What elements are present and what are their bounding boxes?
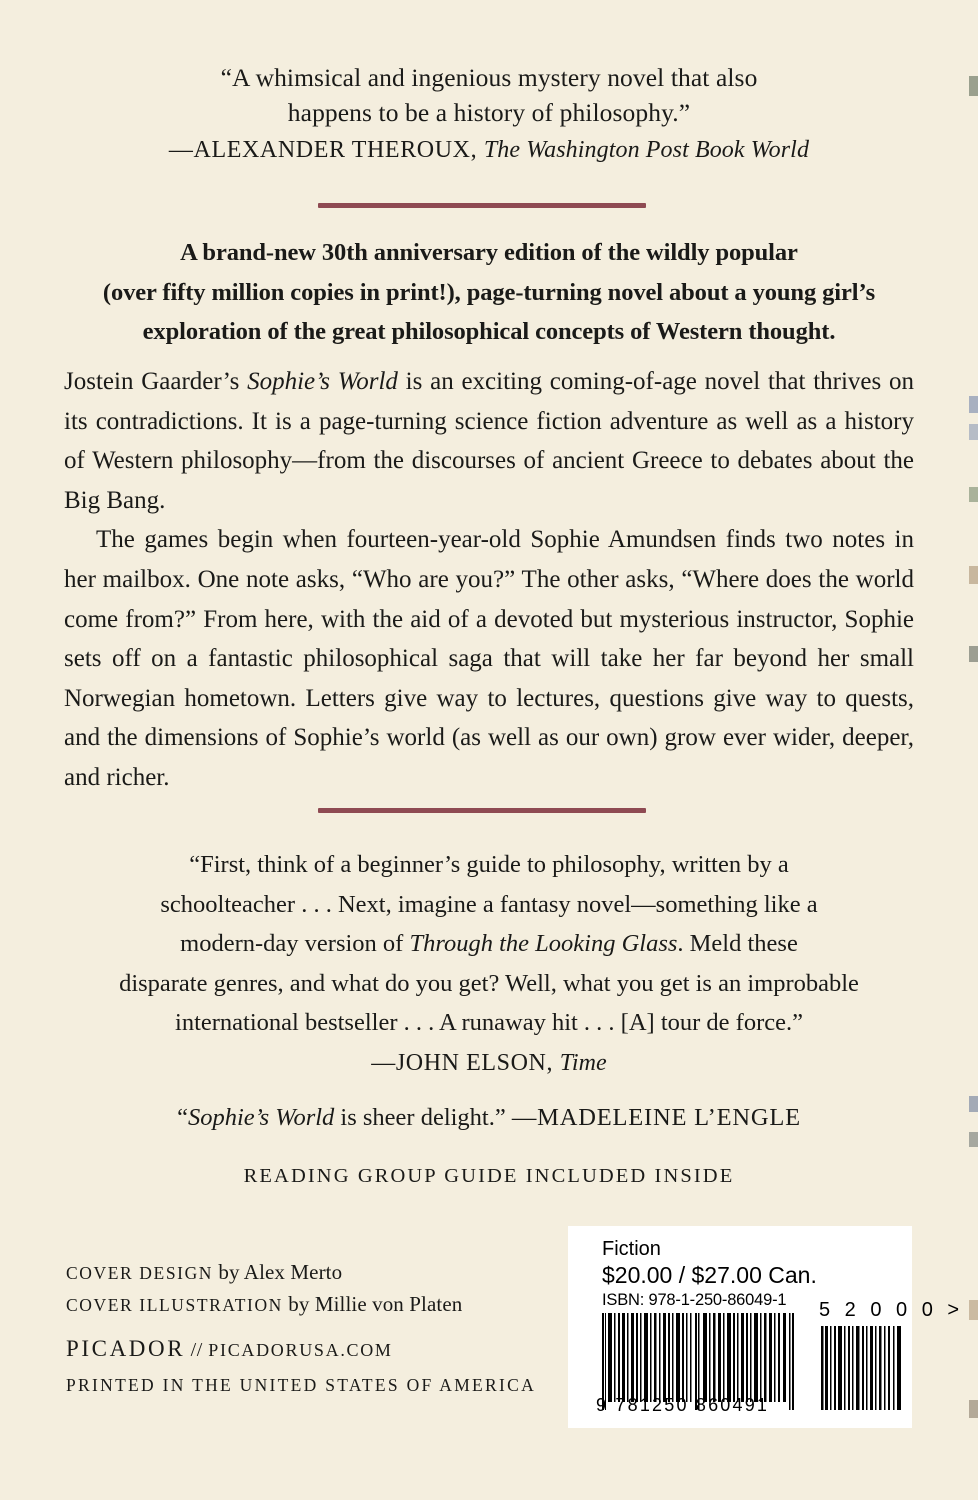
lengle-quote-text: is sheer delight.” <box>334 1104 512 1131</box>
edge-fleck-1 <box>969 76 978 96</box>
edge-fleck-4 <box>969 487 978 502</box>
promo-blurb <box>62 233 916 352</box>
looking-glass-title-italic: Through the Looking Glass <box>409 930 678 957</box>
book-title-italic: Sophie’s World <box>247 368 398 395</box>
edge-fleck-5 <box>969 566 978 584</box>
paragraph-1-part-2: is an exciting coming-of-age novel that thrives on its contradictions. It is a page-turning science fiction adventure as well as a history of Western philosophy—from the discourses of ancient Greece to debates about the Big Bang. <box>64 368 914 514</box>
description-paragraph-1 <box>64 362 914 520</box>
promo-line-2: (over fifty million copies in print!), page-turning novel about a young girl’s <box>102 278 876 306</box>
cover-illustration-credit <box>66 1289 546 1321</box>
imprint-separator: // <box>185 1339 209 1361</box>
description-body <box>64 362 914 798</box>
edge-fleck-3 <box>969 424 978 440</box>
elson-quote-line-3 <box>62 924 916 964</box>
cover-illustration-name: by Millie von Platen <box>282 1292 463 1316</box>
lengle-review-quote: “Sophie’s World is sheer delight.” —MADELEINE L’ENGLE <box>177 1104 801 1131</box>
top-quote-attribution-source: The Washington Post Book World <box>483 137 810 164</box>
promo-line-1: A brand-new 30th anniversary edition of the wildly popular <box>180 239 798 266</box>
barcode-price: $20.00 / $27.00 Can. <box>602 1262 817 1288</box>
paragraph-1-part-1: Jostein Gaarder’s <box>64 368 248 395</box>
elson-quote-line-1: “First, think of a beginner’s guide to philosophy, written by a <box>189 851 789 878</box>
cover-design-credit <box>66 1257 546 1289</box>
elson-review-quote <box>62 845 916 1083</box>
barcode-isbn: ISBN: 978-1-250-86049-1 <box>602 1291 787 1309</box>
elson-line-3-part-1: modern-day version of <box>180 930 410 957</box>
elson-attribution <box>62 1044 916 1084</box>
edge-fleck-6 <box>969 646 978 662</box>
cover-design-label: COVER DESIGN <box>66 1263 214 1283</box>
top-quote-attribution-name: —ALEXANDER THEROUX, <box>168 137 478 164</box>
reading-group-guide-notice: READING GROUP GUIDE INCLUDED INSIDE <box>243 1165 735 1187</box>
edge-fleck-10 <box>969 1400 978 1418</box>
cover-illustration-label: COVER ILLUSTRATION <box>66 1295 283 1315</box>
top-quote-line-1: “A whimsical and ingenious mystery novel that also <box>220 63 758 92</box>
lengle-attribution-name: —MADELEINE L’ENGLE <box>511 1104 801 1131</box>
description-paragraph-2: The games begin when fourteen-year-old Sophie Amundsen finds two notes in her mailbox. One note asks, “Who are you?” The other asks, “Where does the world come from?” From here, with the aid of a devoted but mysterious instructor, Sophie sets off on a fantastic philosophical saga that will take her far beyond her small Norwegian hometown. Letters give way to lectures, questions give way to quests, and the dimensions of Sophie’s world (as well as our own) grow ever wider, deeper, and richer. <box>64 526 914 791</box>
lengle-book-title-italic: Sophie’s World <box>187 1104 335 1131</box>
publisher-imprint-block <box>66 1335 586 1399</box>
printed-in-statement: PRINTED IN THE UNITED STATES OF AMERICA <box>66 1375 537 1395</box>
publisher-website[interactable]: PICADORUSA.COM <box>208 1340 393 1360</box>
promo-line-3: exploration of the great philosophical concepts of Western thought. <box>142 318 836 346</box>
elson-attribution-source: Time <box>559 1049 607 1076</box>
barcode-category: Fiction <box>602 1238 661 1260</box>
cover-design-name: by Alex Merto <box>213 1260 343 1284</box>
top-quote-line-2: happens to be a history of philosophy.” <box>287 98 691 128</box>
elson-quote-line-2: schoolteacher . . . Next, imagine a fantasy novel—something like a <box>160 890 818 918</box>
top-review-quote <box>62 60 916 167</box>
edge-fleck-9 <box>969 1300 978 1320</box>
barcode-addon-bars <box>821 1326 902 1410</box>
elson-attribution-name: —JOHN ELSON, <box>371 1049 554 1076</box>
elson-quote-line-4: disparate genres, and what do you get? Well, what you get is an improbable <box>119 969 859 997</box>
publisher-name: PICADOR <box>66 1336 186 1361</box>
barcode-addon-digits: 5 2 0 0 0 > <box>819 1299 964 1321</box>
barcode-panel <box>568 1226 964 1428</box>
barcode-info-text <box>602 1237 817 1311</box>
barcode-digits: 9 781250 860491 <box>596 1395 770 1415</box>
edge-fleck-2 <box>969 396 978 413</box>
elson-quote-line-5: international bestseller . . . A runaway hit . . . [A] tour de force.” <box>175 1009 803 1036</box>
edge-fleck-7 <box>969 1096 978 1112</box>
divider-rule-middle <box>318 808 646 813</box>
top-quote-attribution <box>62 134 916 167</box>
cover-credits <box>66 1257 546 1321</box>
edge-fleck-8 <box>969 1132 978 1147</box>
elson-line-3-part-2: . Meld these <box>677 930 798 957</box>
divider-rule-top <box>318 203 646 208</box>
